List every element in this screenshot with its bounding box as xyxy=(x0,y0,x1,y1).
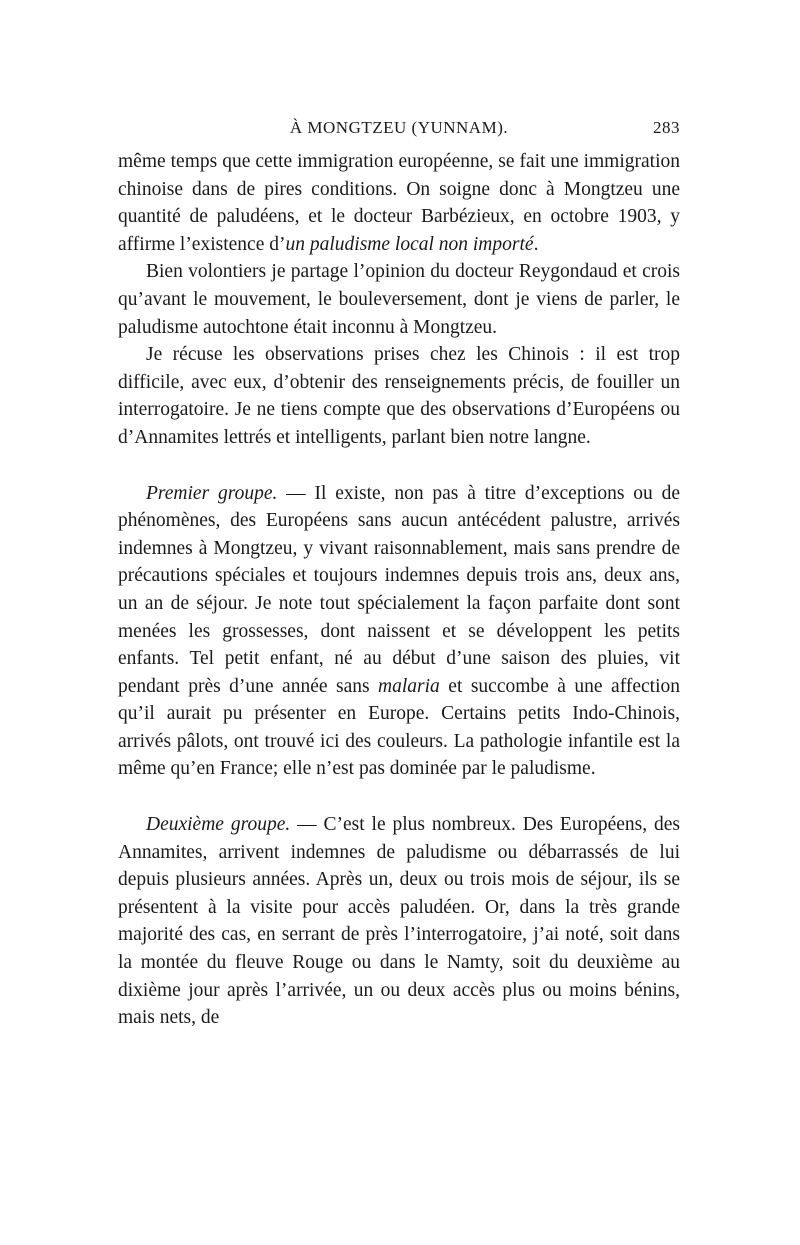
italic-phrase: un paludisme local non importé xyxy=(285,233,534,255)
paragraph-second-group xyxy=(118,811,680,1032)
paragraph-observations: Je récuse les observations prises chez les Chinois : il est trop difficile, avec eux, d’obtenir des renseignements précis, de fouiller un interrogatoire. Je ne tiens compte que des observations d’Européens ou d’Annamites lettrés et intelligents, parlant bien notre langne. xyxy=(118,344,680,448)
section-gap xyxy=(118,452,680,480)
italic-word: malaria xyxy=(378,675,440,697)
section-heading-second-group: Deuxième groupe. xyxy=(146,814,291,836)
paragraph-first-group xyxy=(118,480,680,784)
paragraph-text: — C’est le plus nombreux. Des Européens, des Annamites, arrivent indemnes de paludisme ou débarrassés de lui depuis plusieurs années. Après un, deux ou trois mois de séjour, ils se présentent à la visite pour accès paludéen. Or, dans la très grande majorité des cas, en serrant de près l’interrogatoire, j’ai noté, soit dans la montée du fleuve Rouge ou dans le Namty, soit du deuxième au dixième jour après l’arrivée, un ou deux accès plus ou moins bénins, mais nets, de xyxy=(118,814,680,1029)
page-number: 283 xyxy=(653,118,680,137)
paragraph-text: et succombe à une affection qu’il aurait pu présenter en Europe. Certains petits Indo-Chinois, arrivés pâlots, ont trouvé ici des couleurs. La pathologie infantile est la même qu’en France; elle n’est pas dominée par le paludisme. xyxy=(118,675,680,780)
paragraph-continuation xyxy=(118,148,680,258)
running-head xyxy=(118,118,680,148)
book-page xyxy=(118,118,680,1032)
running-title: À MONGTZEU (YUNNAM). xyxy=(289,118,509,137)
section-heading-first-group: Premier groupe. xyxy=(146,482,278,504)
section-gap xyxy=(118,783,680,811)
paragraph-text: . xyxy=(533,233,539,255)
paragraph-opinion: Bien volontiers je partage l’opinion du docteur Reygondaud et crois qu’avant le mouvement, le bouleversement, dont je viens de parler, le paludisme autochtone était inconnu à Mongtzeu. xyxy=(118,261,680,338)
paragraph-text: — Il existe, non pas à titre d’exceptions ou de phénomènes, des Européens sans aucun antécédent palustre, arrivés indemnes à Mongtzeu, y vivant raisonnablement, mais sans prendre de précautions spéciales et toujours indemnes depuis trois ans, deux ans, un an de séjour. Je note tout spécialement la façon parfaite dont sont menées les grossesses, dont naissent et se développent les petits enfants. Tel petit enfant, né au début d’une saison des pluies, vit pendant près d’une année sans xyxy=(118,482,680,697)
paragraph-text: même temps que cette immigration européenne, se fait une immigration chinoise dans de pires conditions. On soigne donc à Mongtzeu une quantité de paludéens, et le docteur Barbézieux, en octobre 1903, y affirme l’existence d’ xyxy=(118,151,680,255)
